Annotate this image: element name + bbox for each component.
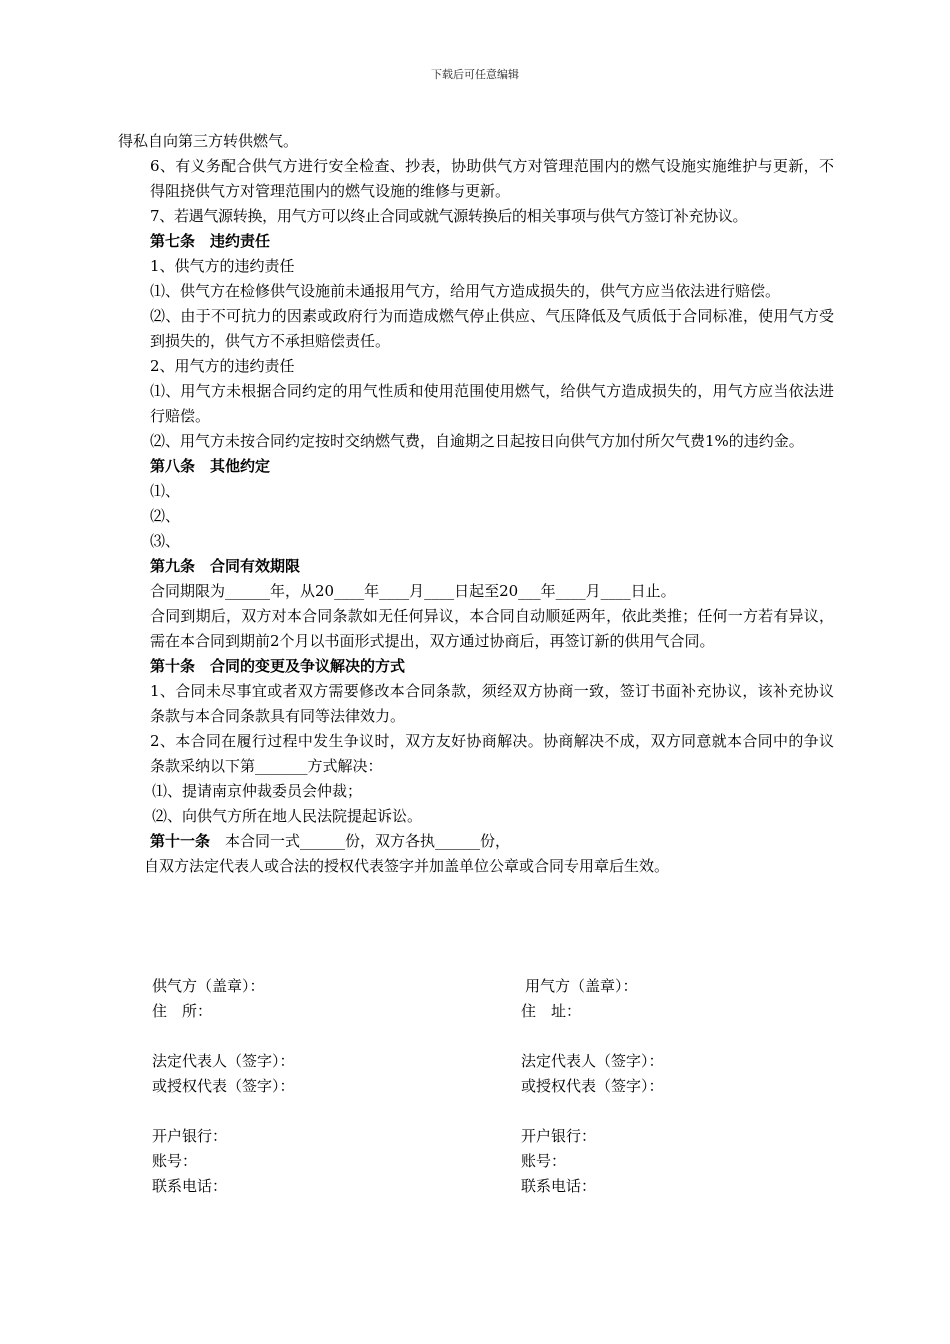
- consumer-legal-rep: 法定代表人（签字）：: [521, 1052, 664, 1070]
- paragraph: 1、合同未尽事宜或者双方需要修改本合同条款，须经双方协商一致，签订书面补充协议，该补充协议条款与本合同条款具有同等法律效力。: [150, 682, 834, 725]
- paragraph: ⑵、由于不可抗力的因素或政府行为而造成燃气停止供应、气压降低及气质低于合同标准，使用气方受到损失的，供气方不承担赔偿责任。: [150, 307, 834, 350]
- supplier-address: 住 所：: [152, 1002, 213, 1020]
- supplier-signature-block: [152, 974, 295, 1199]
- consumer-party: 用气方（盖章）：: [525, 977, 638, 995]
- list-item: ⑴、: [150, 482, 181, 500]
- paragraph: [118, 829, 834, 854]
- paragraph: 2、本合同在履行过程中发生争议时，双方友好协商解决。协商解决不成，双方同意就本合同中的争议条款采纳以下第_______方式解决：: [150, 732, 834, 775]
- supplier-legal-rep: 法定代表人（签字）：: [152, 1052, 295, 1070]
- sub-heading: 1、供气方的违约责任: [150, 257, 295, 275]
- paragraph: 6、有义务配合供气方进行安全检查、抄表，协助供气方对管理范围内的燃气设施实施维护与更新，不得阻挠供气方对管理范围内的燃气设施的维修与更新。: [150, 157, 834, 200]
- list-item: ⑶、: [150, 532, 181, 550]
- consumer-signature-block: [521, 974, 664, 1199]
- supplier-account: 账号：: [152, 1152, 198, 1170]
- supplier-party: 供气方（盖章）：: [152, 977, 265, 995]
- supplier-phone: 联系电话：: [152, 1177, 228, 1195]
- list-item: ⑵、向供气方所在地人民法院提起诉讼。: [152, 807, 423, 825]
- article-heading: 第十一条: [150, 832, 211, 850]
- consumer-account: 账号：: [521, 1152, 567, 1170]
- article-heading: 第七条 违约责任: [150, 232, 271, 250]
- article-heading: 第十条 合同的变更及争议解决的方式: [150, 657, 406, 675]
- consumer-auth-rep: 或授权代表（签字）：: [521, 1077, 664, 1095]
- article-heading: 第八条 其他约定: [150, 457, 271, 475]
- supplier-auth-rep: 或授权代表（签字）：: [152, 1077, 295, 1095]
- list-item: ⑵、: [150, 507, 181, 525]
- list-item: ⑴、提请南京仲裁委员会仲裁；: [152, 782, 363, 800]
- paragraph: 合同期限为______年，从20____年____月____日起至20___年____月____日止。: [150, 582, 676, 600]
- page-header: 下载后可任意编辑: [431, 68, 519, 81]
- contract-body: [118, 129, 834, 879]
- paragraph: 得私自向第三方转供燃气。: [118, 132, 299, 150]
- article-text: 本合同一式______份，双方各执______份，: [210, 832, 511, 850]
- supplier-bank: 开户银行：: [152, 1127, 228, 1145]
- consumer-address: 住 址：: [521, 1002, 582, 1020]
- consumer-bank: 开户银行：: [521, 1127, 597, 1145]
- paragraph: 7、若遇气源转换，用气方可以终止合同或就气源转换后的相关事项与供气方签订补充协议。: [150, 207, 748, 225]
- paragraph: ⑴、供气方在检修供气设施前未通报用气方，给用气方造成损失的，供气方应当依法进行赔偿。: [150, 282, 781, 300]
- paragraph: 自双方法定代表人或合法的授权代表签字并加盖单位公章或合同专用章后生效。: [144, 857, 670, 875]
- sub-heading: 2、用气方的违约责任: [150, 357, 295, 375]
- paragraph: ⑴、用气方未根据合同约定的用气性质和使用范围使用燃气，给供气方造成损失的，用气方应当依法进行赔偿。: [150, 382, 834, 425]
- paragraph: 合同到期后，双方对本合同条款如无任何异议，本合同自动顺延两年，依此类推；任何一方若有异议，需在本合同到期前2个月以书面形式提出，双方通过协商后，再签订新的供用气合同。: [150, 607, 834, 650]
- consumer-phone: 联系电话：: [521, 1177, 597, 1195]
- paragraph: ⑵、用气方未按合同约定按时交纳燃气费，自逾期之日起按日向供气方加付所欠气费1%的违约金。: [150, 432, 804, 450]
- article-heading: 第九条 合同有效期限: [150, 557, 301, 575]
